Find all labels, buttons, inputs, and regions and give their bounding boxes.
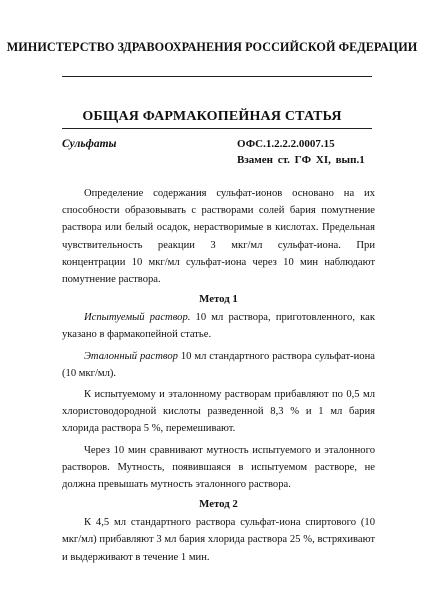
test-solution-label: Испытуемый раствор. — [84, 312, 191, 324]
reference-solution-text: 10 мл стандартного раствора сульфат-иона (10 мкг/мл). — [62, 350, 375, 379]
method-1-step-1: К испытуемому и эталонному растворам прибавляют по 0,5 мл хлористоводородной кислоты разведенной 8,3 % и 1 мл бария хлорида раствора 5 %, перемешивают. — [62, 389, 375, 435]
article-code: ОФС.1.2.2.2.0007.15 — [237, 138, 335, 150]
method-1-step-2: Через 10 мин сравнивают мутность испытуемого и эталонного растворов. Мутность, появившаяся в испытуемом растворе, не должна превышать мутность эталонного раствора. — [62, 444, 375, 491]
document-title: ОБЩАЯ ФАРМАКОПЕЙНАЯ СТАТЬЯ — [82, 109, 342, 124]
test-solution-paragraph — [62, 309, 375, 343]
reference-solution-label: Эталонный раствор — [84, 350, 178, 362]
document-body — [62, 185, 375, 566]
method-1-heading: Метод 1 — [199, 293, 238, 306]
method-2-heading: Метод 2 — [199, 498, 238, 511]
intro-paragraph: Определение содержания сульфат-ионов основано на их способности образовывать с растворами солей бария помутнение раствора или белый осадок, нерастворимые в кислотах. Предельная чувствительность реакции 3 мкг/мл сульфат-иона. При концентрации 10 мкг/мл сульфат-иона через 10 мин наблюдают помутнение раствора. — [62, 188, 375, 286]
ministry-heading: МИНИСТЕРСТВО ЗДРАВООХРАНЕНИЯ РОССИЙСКОЙ ФЕДЕРАЦИИ — [6, 40, 418, 54]
replaces-note: Взамен ст. ГФ XI, вып.1 — [237, 154, 365, 166]
test-solution-text: 10 мл раствора, приготовленного, как указано в фармакопейной статье. — [62, 312, 375, 341]
title-divider — [62, 128, 372, 129]
method-2-step-1: К 4,5 мл стандартного раствора сульфат-иона спиртового (10 мкг/мл) прибавляют 3 мл бария хлорида раствора 25 %, встряхивают и выдерживают в течение 1 мин. — [62, 517, 375, 563]
header-divider — [62, 76, 372, 77]
reference-solution-paragraph — [62, 348, 375, 382]
article-subject: Сульфаты — [62, 138, 117, 150]
